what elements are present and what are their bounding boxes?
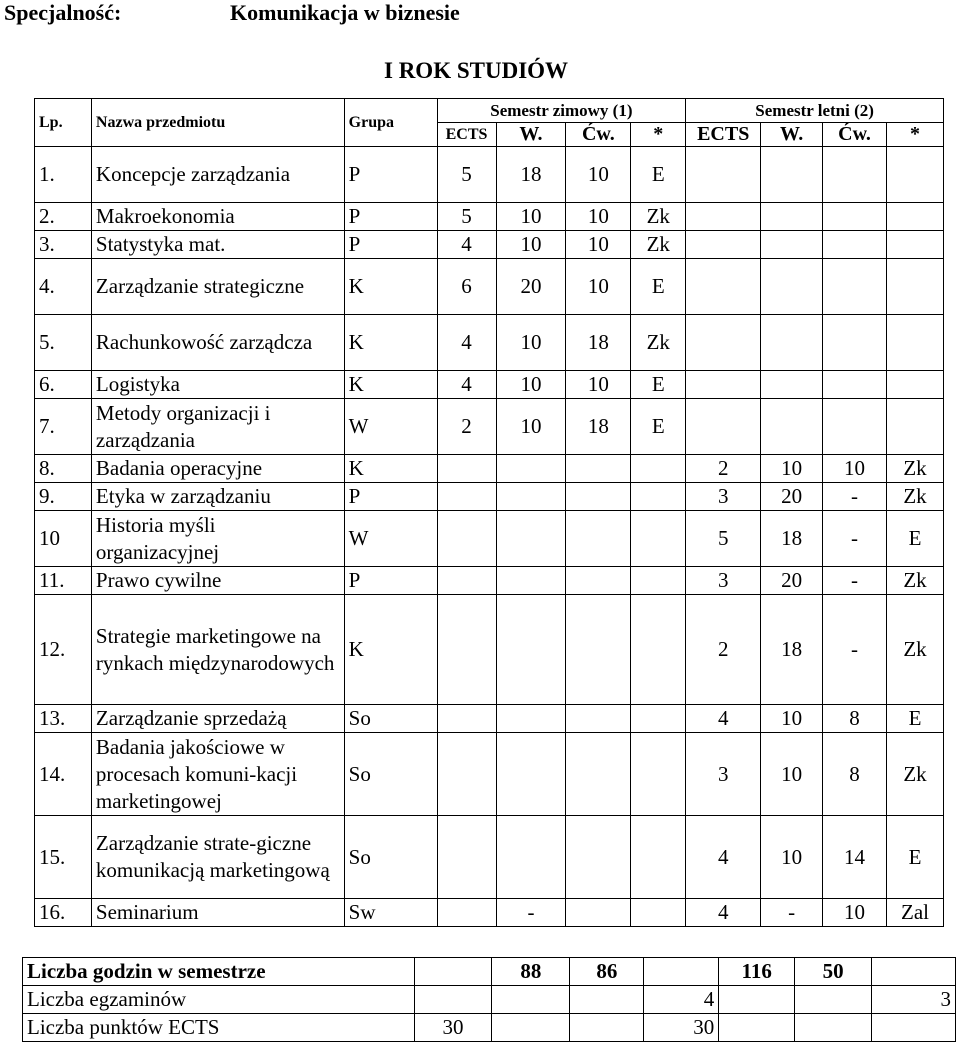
summary-row — [23, 986, 956, 1014]
summary-value — [414, 986, 492, 1014]
summer-cell — [761, 315, 823, 371]
summer-cell: 20 — [761, 483, 823, 511]
summer-cell: E — [887, 511, 944, 567]
winter-cell — [631, 595, 686, 705]
summary-label: Liczba egzaminów — [23, 986, 415, 1014]
table-row — [35, 455, 944, 483]
winter-cell — [437, 816, 496, 899]
winter-cell — [631, 899, 686, 927]
table-row — [35, 511, 944, 567]
table-row — [35, 899, 944, 927]
summer-cell: - — [823, 511, 887, 567]
col-subheader: Ćw. — [823, 123, 887, 147]
subject-name: Prawo cywilne — [91, 567, 344, 595]
summary-value — [492, 986, 570, 1014]
subject-group: P — [344, 203, 437, 231]
winter-cell: 2 — [437, 399, 496, 455]
subject-name: Koncepcje zarządzania — [91, 147, 344, 203]
row-number: 3. — [35, 231, 92, 259]
summary-row — [23, 1014, 956, 1042]
subject-name: Badania operacyjne — [91, 455, 344, 483]
subject-group: K — [344, 259, 437, 315]
winter-cell — [496, 595, 566, 705]
row-number: 4. — [35, 259, 92, 315]
row-number: 12. — [35, 595, 92, 705]
winter-cell: 20 — [496, 259, 566, 315]
subject-group: So — [344, 705, 437, 733]
summary-value: 4 — [644, 986, 719, 1014]
subject-name: Badania jakościowe w procesach komuni-kacji marketingowej — [91, 733, 344, 816]
summer-cell — [823, 259, 887, 315]
summer-cell: 10 — [761, 733, 823, 816]
subject-group: So — [344, 816, 437, 899]
table-row — [35, 567, 944, 595]
winter-cell — [496, 455, 566, 483]
col-header-summer: Semestr letni (2) — [686, 99, 944, 123]
summer-cell: - — [823, 567, 887, 595]
summary-value — [492, 1014, 570, 1042]
subject-group: K — [344, 455, 437, 483]
subject-group: W — [344, 399, 437, 455]
subject-name: Zarządzanie strate-giczne komunikacją marketingową — [91, 816, 344, 899]
winter-cell — [566, 595, 631, 705]
winter-cell: 10 — [496, 399, 566, 455]
winter-cell — [566, 567, 631, 595]
summary-value — [872, 958, 956, 986]
summer-cell: - — [761, 899, 823, 927]
summary-value: 88 — [492, 958, 570, 986]
summer-cell: Zk — [887, 733, 944, 816]
summary-value — [414, 958, 492, 986]
subject-name: Zarządzanie sprzedażą — [91, 705, 344, 733]
summer-cell: Zk — [887, 567, 944, 595]
col-subheader: W. — [761, 123, 823, 147]
summer-cell — [887, 315, 944, 371]
summer-cell — [887, 147, 944, 203]
table-row — [35, 816, 944, 899]
summer-cell: 2 — [686, 455, 761, 483]
winter-cell — [631, 511, 686, 567]
table-row — [35, 705, 944, 733]
summer-cell — [887, 399, 944, 455]
summer-cell: 4 — [686, 816, 761, 899]
col-header-lp: Lp. — [35, 99, 92, 147]
row-number: 14. — [35, 733, 92, 816]
subject-name: Seminarium — [91, 899, 344, 927]
winter-cell: 18 — [566, 315, 631, 371]
summer-cell: Zal — [887, 899, 944, 927]
summer-cell — [761, 203, 823, 231]
row-number: 10 — [35, 511, 92, 567]
summary-label: Liczba punktów ECTS — [23, 1014, 415, 1042]
summer-cell — [761, 371, 823, 399]
summer-cell: 8 — [823, 705, 887, 733]
summer-cell — [887, 259, 944, 315]
row-number: 2. — [35, 203, 92, 231]
winter-cell: E — [631, 399, 686, 455]
summer-cell — [823, 203, 887, 231]
summer-cell — [761, 147, 823, 203]
subject-group: P — [344, 567, 437, 595]
summary-value: 86 — [570, 958, 644, 986]
winter-cell — [437, 483, 496, 511]
subject-name: Strategie marketingowe na rynkach międzynarodowych — [91, 595, 344, 705]
winter-cell — [631, 567, 686, 595]
summary-value — [795, 986, 872, 1014]
summary-value — [719, 1014, 795, 1042]
specialty-label: Specjalność: — [4, 0, 122, 25]
summer-cell — [761, 231, 823, 259]
winter-cell: 10 — [566, 371, 631, 399]
summer-cell — [686, 147, 761, 203]
summer-cell — [686, 203, 761, 231]
col-header-winter: Semestr zimowy (1) — [437, 99, 686, 123]
winter-cell — [496, 733, 566, 816]
summary-label: Liczba godzin w semestrze — [23, 958, 415, 986]
summer-cell: 10 — [761, 705, 823, 733]
winter-cell — [437, 455, 496, 483]
subject-group: W — [344, 511, 437, 567]
summer-cell: 18 — [761, 511, 823, 567]
subject-group: K — [344, 371, 437, 399]
winter-cell — [631, 455, 686, 483]
summer-cell — [887, 371, 944, 399]
summer-cell: 4 — [686, 899, 761, 927]
winter-cell — [631, 733, 686, 816]
winter-cell: 18 — [566, 399, 631, 455]
col-subheader: ECTS — [686, 123, 761, 147]
subject-name: Metody organizacji i zarządzania — [91, 399, 344, 455]
winter-cell — [631, 816, 686, 899]
row-number: 5. — [35, 315, 92, 371]
subject-group: So — [344, 733, 437, 816]
specialty-value: Komunikacja w biznesie — [230, 0, 460, 25]
summary-value — [644, 958, 719, 986]
summary-value: 50 — [795, 958, 872, 986]
summer-cell: 10 — [761, 816, 823, 899]
table-row — [35, 231, 944, 259]
summer-cell: E — [887, 816, 944, 899]
subject-name: Statystyka mat. — [91, 231, 344, 259]
col-header-group: Grupa — [344, 99, 437, 147]
winter-cell: 10 — [566, 203, 631, 231]
summary-value: 30 — [644, 1014, 719, 1042]
table-row — [35, 733, 944, 816]
summer-cell: Zk — [887, 483, 944, 511]
winter-cell: 10 — [496, 231, 566, 259]
winter-cell — [566, 455, 631, 483]
winter-cell: 10 — [566, 231, 631, 259]
summary-value — [570, 1014, 644, 1042]
summer-cell — [887, 203, 944, 231]
winter-cell — [437, 595, 496, 705]
winter-cell: - — [496, 899, 566, 927]
row-number: 16. — [35, 899, 92, 927]
summary-value: 116 — [719, 958, 795, 986]
table-row — [35, 259, 944, 315]
winter-cell — [631, 705, 686, 733]
summer-cell: - — [823, 595, 887, 705]
winter-cell: 10 — [496, 315, 566, 371]
summer-cell — [823, 231, 887, 259]
winter-cell — [566, 705, 631, 733]
col-subheader: ECTS — [437, 123, 496, 147]
summer-cell — [686, 371, 761, 399]
summer-cell: 3 — [686, 567, 761, 595]
table-row — [35, 595, 944, 705]
col-header-name: Nazwa przedmiotu — [91, 99, 344, 147]
winter-cell — [631, 483, 686, 511]
summary-row — [23, 958, 956, 986]
subject-group: P — [344, 147, 437, 203]
winter-cell — [496, 705, 566, 733]
year-heading: I ROK STUDIÓW — [384, 58, 569, 83]
summer-cell: 2 — [686, 595, 761, 705]
subject-group: Sw — [344, 899, 437, 927]
summary-value: 30 — [414, 1014, 492, 1042]
row-number: 7. — [35, 399, 92, 455]
winter-cell: 10 — [496, 203, 566, 231]
col-subheader: W. — [496, 123, 566, 147]
subject-name: Zarządzanie strategiczne — [91, 259, 344, 315]
winter-cell — [496, 567, 566, 595]
winter-cell — [437, 899, 496, 927]
summer-cell — [823, 315, 887, 371]
winter-cell: 5 — [437, 147, 496, 203]
subject-group: K — [344, 315, 437, 371]
summary-value — [795, 1014, 872, 1042]
winter-cell — [566, 733, 631, 816]
summer-cell: 8 — [823, 733, 887, 816]
winter-cell: 4 — [437, 315, 496, 371]
subject-group: K — [344, 595, 437, 705]
summer-cell — [686, 231, 761, 259]
col-subheader: * — [887, 123, 944, 147]
winter-cell: Zk — [631, 203, 686, 231]
winter-cell — [496, 483, 566, 511]
summer-cell — [823, 399, 887, 455]
summer-cell: 10 — [761, 455, 823, 483]
subject-name: Logistyka — [91, 371, 344, 399]
winter-cell: E — [631, 259, 686, 315]
row-number: 15. — [35, 816, 92, 899]
winter-cell: 10 — [566, 147, 631, 203]
summer-cell — [761, 259, 823, 315]
row-number: 9. — [35, 483, 92, 511]
subject-name: Etyka w zarządzaniu — [91, 483, 344, 511]
summer-cell — [823, 371, 887, 399]
summer-cell: Zk — [887, 455, 944, 483]
summer-cell — [686, 399, 761, 455]
winter-cell: Zk — [631, 231, 686, 259]
row-number: 8. — [35, 455, 92, 483]
col-subheader: * — [631, 123, 686, 147]
row-number: 11. — [35, 567, 92, 595]
row-number: 1. — [35, 147, 92, 203]
subject-name: Makroekonomia — [91, 203, 344, 231]
winter-cell — [566, 899, 631, 927]
table-row — [35, 315, 944, 371]
summer-cell: - — [823, 483, 887, 511]
winter-cell — [566, 511, 631, 567]
row-number: 13. — [35, 705, 92, 733]
subject-group: P — [344, 231, 437, 259]
summer-cell — [686, 315, 761, 371]
table-row — [35, 371, 944, 399]
summary-value — [719, 986, 795, 1014]
table-row — [35, 203, 944, 231]
subject-name: Historia myśli organizacyjnej — [91, 511, 344, 567]
summer-cell — [887, 231, 944, 259]
winter-cell — [437, 511, 496, 567]
summer-cell: 10 — [823, 899, 887, 927]
summer-cell: 3 — [686, 483, 761, 511]
summer-cell: 3 — [686, 733, 761, 816]
winter-cell: 6 — [437, 259, 496, 315]
winter-cell — [496, 511, 566, 567]
winter-cell — [437, 567, 496, 595]
subject-name: Rachunkowość zarządcza — [91, 315, 344, 371]
summary-value — [872, 1014, 956, 1042]
winter-cell — [437, 733, 496, 816]
winter-cell: E — [631, 371, 686, 399]
winter-cell: Zk — [631, 315, 686, 371]
summary-value: 3 — [872, 986, 956, 1014]
summer-cell — [823, 147, 887, 203]
summer-cell: 10 — [823, 455, 887, 483]
col-subheader: Ćw. — [566, 123, 631, 147]
summer-cell: 14 — [823, 816, 887, 899]
winter-cell — [566, 483, 631, 511]
winter-cell: 4 — [437, 371, 496, 399]
winter-cell: 4 — [437, 231, 496, 259]
summer-cell: 18 — [761, 595, 823, 705]
summer-cell: 20 — [761, 567, 823, 595]
summary-value — [570, 986, 644, 1014]
curriculum-table — [34, 98, 944, 927]
winter-cell: 10 — [566, 259, 631, 315]
winter-cell: 18 — [496, 147, 566, 203]
summer-cell: Zk — [887, 595, 944, 705]
winter-cell — [496, 816, 566, 899]
winter-cell — [566, 816, 631, 899]
winter-cell: E — [631, 147, 686, 203]
summer-cell — [686, 259, 761, 315]
summer-cell: 4 — [686, 705, 761, 733]
subject-group: P — [344, 483, 437, 511]
summary-table — [22, 957, 956, 1042]
winter-cell: 10 — [496, 371, 566, 399]
table-row — [35, 483, 944, 511]
table-row — [35, 399, 944, 455]
summer-cell: E — [887, 705, 944, 733]
summer-cell: 5 — [686, 511, 761, 567]
table-row — [35, 147, 944, 203]
summer-cell — [761, 399, 823, 455]
row-number: 6. — [35, 371, 92, 399]
winter-cell — [437, 705, 496, 733]
winter-cell: 5 — [437, 203, 496, 231]
